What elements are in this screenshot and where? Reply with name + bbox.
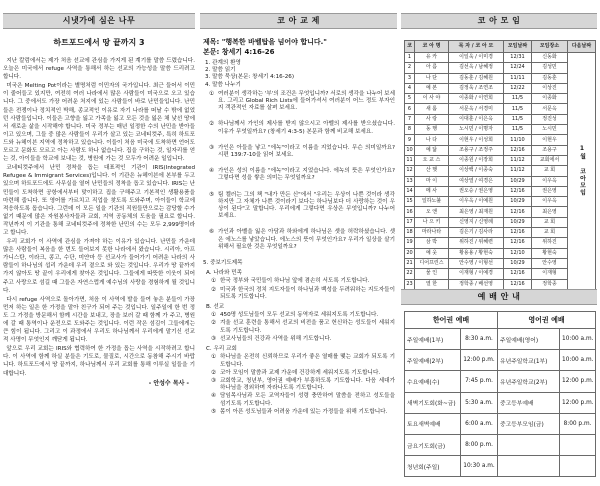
english-service-name: 주일예배(영어)	[498, 329, 560, 350]
worship-row	[405, 456, 596, 477]
coa-place-cell: 위하진	[532, 238, 568, 248]
question-number: ②	[209, 121, 215, 128]
worship-table-body	[405, 329, 596, 477]
coa-place-cell: 교 회	[532, 217, 568, 227]
essay-paragraph: 지난 칼럼에서는 제가 처음 선교에 관심을 가지게 된 계기를 말씀 드렸습니다. 오늘은 미국에서 refuge 사역을 통해서 하는 선교의 가능성을 말씀 드리려고 합니다.	[3, 58, 195, 81]
meeting-step: 2. 말씀 읽기	[205, 67, 236, 74]
english-service-time	[560, 456, 596, 477]
coa-row	[405, 104, 596, 114]
coa-no-cell: 7	[405, 114, 415, 124]
coa-leader-cell: 노시민 / 이명자	[449, 125, 504, 135]
coa-leader-cell: 최은영 / 최재원	[449, 207, 504, 217]
discussion-questions	[203, 91, 395, 251]
coa-date-cell: 12/22	[504, 83, 532, 93]
coa-date-cell: 12/16	[504, 269, 532, 279]
coa-place-cell: 이현우	[532, 135, 568, 145]
coa-leader-cell: 이대훈 / 이은옥	[449, 114, 504, 124]
english-service-name: 중고등부예배	[498, 392, 560, 413]
worship-header-row	[405, 312, 596, 329]
coa-leader-cell: 이우옥 / 이예원	[449, 197, 504, 207]
coa-date-cell: 12/31	[504, 53, 532, 63]
coa-date-cell: 12/24	[504, 63, 532, 73]
coa-place-cell: 이우옥	[532, 176, 568, 186]
korean-service-name: 금요기도회(금)	[405, 434, 461, 455]
prayer-text: 겨울 선교 훈련을 통해서 선교의 비전을 품고 헌신하는 성도들이 세워지도록 기도합니다.	[220, 320, 395, 334]
coa-leader-cell: 정학종 / 배선영	[449, 279, 504, 289]
korean-service-name: 주일예배(1부)	[405, 329, 461, 350]
korean-service-name: 토요새벽예배	[405, 413, 461, 434]
coa-date-cell: 12/10	[504, 248, 532, 258]
coa-leader-cell: 김동훈 / 김혜원	[449, 73, 504, 83]
korean-service-time: 8:30 a.m.	[461, 329, 498, 350]
coa-date-cell: 11/5	[504, 114, 532, 124]
coa-no-cell: 6	[405, 104, 415, 114]
korean-service-time: 5:30 a.m.	[461, 392, 498, 413]
worship-row	[405, 350, 596, 371]
worship-row	[405, 413, 596, 434]
prayer-item	[203, 278, 395, 285]
coa-row	[405, 53, 596, 63]
coa-header-cell: 코	[405, 41, 415, 53]
sermon-title: 제목: "행복한 바벨탑을 넘어야 합니다."	[203, 38, 327, 46]
worship-row	[405, 371, 596, 392]
coa-header-cell: 코 아 명	[415, 41, 449, 53]
prayer-item	[203, 393, 395, 407]
korean-service-time: 10:30 a.m.	[461, 456, 498, 477]
discussion-question	[209, 192, 395, 221]
coa-leader-cell: 안수영 / 이형선	[449, 258, 504, 268]
question-number: ④	[209, 168, 215, 175]
korean-service-time: 7:45 p.m.	[461, 371, 498, 392]
prayer-section-title: B. 선교	[206, 304, 225, 311]
essay-paragraph: 앞으로 우리 교회는 IRIS와 협력하여 한 가정을 돕는 사역을 시작하려고 합니다. 이 사역에 함께 하실 분들은 기도로, 물질로, 시간으로 동참해 주시기 바랍니다. 하트포드에서 땅 끝까지, 하나님께서 우리 교회를 통해 이루실 일들을 기대합니다.	[3, 346, 195, 377]
coa-no-cell: 22	[405, 269, 415, 279]
coa-row	[405, 94, 596, 104]
coa-no-cell: 2	[405, 63, 415, 73]
coa-name-cell: 메 사	[415, 186, 449, 196]
coa-row	[405, 125, 596, 135]
english-service-time: 10:00 a.m.	[560, 329, 596, 350]
coa-no-cell: 18	[405, 228, 415, 238]
coa-row	[405, 145, 596, 155]
coa-no-cell: 17	[405, 217, 415, 227]
next-meeting-note: 1월 코아모임	[568, 53, 596, 290]
coa-meetings-header: 코 아 모 임	[401, 13, 597, 29]
coa-name-cell: 예 본	[415, 83, 449, 93]
question-text: 여러분이 생각하는 '부'의 조건은 무엇입니까? 서로의 생각을 나누어 보세요. 그리고 Global Rich Lists에 들어가셔서 여러분이 어느 정도 부자인지 객관적인 자료를 살펴 보세요.	[218, 90, 395, 112]
coa-no-cell: 21	[405, 258, 415, 268]
coa-row	[405, 207, 596, 217]
coa-place-cell: 이우옥	[532, 197, 568, 207]
coa-no-cell: 8	[405, 125, 415, 135]
coa-leader-cell: 서문옥 / 서경미	[449, 104, 504, 114]
prayer-item	[203, 336, 395, 343]
worship-header: 예 배 안 내	[401, 289, 597, 305]
coa-row	[405, 269, 596, 279]
english-service-name	[498, 434, 560, 455]
prayer-item	[203, 312, 395, 319]
coa-name-cell: 이 사 야	[415, 94, 449, 104]
essay-body	[3, 57, 195, 482]
coa-name-cell: 사 랑	[415, 114, 449, 124]
coa-name-cell: 산 햇	[415, 166, 449, 176]
coa-row	[405, 186, 596, 196]
prayer-text: 한국 정부와 국민들이 하나님 앞에 겸손히 서도록 기도합니다.	[220, 278, 370, 285]
coa-place-cell: 권은영	[532, 186, 568, 196]
coa-name-cell: 삼 박	[415, 238, 449, 248]
coa-row	[405, 166, 596, 176]
prayer-section-title: C. 우리 교회	[206, 346, 237, 353]
coa-no-cell: 10	[405, 145, 415, 155]
coa-name-cell: 오 앤	[415, 207, 449, 217]
coa-date-cell: 12/16	[504, 145, 532, 155]
coa-leader-cell: 위하진 / 위혜련	[449, 238, 504, 248]
prayer-item	[203, 409, 395, 416]
coa-no-cell: 9	[405, 135, 415, 145]
coa-place-cell: 교회에서	[532, 155, 568, 165]
prayer-text: 코아 모임이 말씀과 교제 가운데 건강하게 세워지도록 기도합니다.	[220, 369, 381, 376]
essay-paragraph: 코네티컷주에서 난민 정착을 돕는 대표적인 기관이 IRIS(Integrated Refugee & Immigrant Services)입니다. 이 기관은 뉴헤이븐에 본부를 두고 있으며 하트포드에도 사무실을 열어 난민들의 정착을 돕고 있습니다. IRIS는 난민들이 도착하면 공항에서부터 맞이하고 집을 구해주고 기본적인 생활용품을 마련해 줍니다. 또 영어를 가르치고 직업을 찾도록 도와주며, 아이들이 학교에 적응하도록 돕습니다. 그런데 이 모든 일을 기관의 직원들만으로는 감당할 수가 없기 때문에 많은 자원봉사자들과 교회, 지역 공동체의 도움을 필요로 합니다. 작년까지 이 기관을 통해 코네티컷주에 정착한 난민의 수는 모두 2,999명이라고 합니다.	[3, 165, 195, 236]
coa-no-cell: 1	[405, 53, 415, 63]
prayer-text: 미국과 한국의 정치 지도자들이 하나님과 백성을 두려워하는 지도자들이 되도록 기도합니다.	[220, 286, 395, 300]
prayer-text: 선교사님들의 건강과 사역을 위해 기도합니다.	[220, 335, 332, 342]
coa-no-cell: 5	[405, 94, 415, 104]
prayer-item	[203, 354, 395, 368]
coa-date-cell: 12/16	[504, 228, 532, 238]
coa-date-cell: 12/16	[504, 238, 532, 248]
prayer-text: 담임목사님과 모든 교역자들이 성령 충만하여 말씀을 전하고 성도들을 섬기도록 기도합니다.	[220, 393, 395, 407]
coa-place-cell: 김성민	[532, 63, 568, 73]
discussion-question	[209, 229, 395, 251]
coa-name-cell: 예 웃	[415, 248, 449, 258]
prayer-number: ②	[211, 286, 217, 293]
discussion-question	[209, 145, 395, 159]
coa-row	[405, 63, 596, 73]
question-number: ⑥	[209, 229, 215, 236]
coa-place-cell: 정진성	[532, 114, 568, 124]
coa-leader-cell: 김정욱 / 조연조	[449, 83, 504, 93]
coa-place-cell: 이재형	[532, 269, 568, 279]
coa-date-cell: 12/16	[504, 207, 532, 217]
question-text: 하나님께서 가인의 제사를 받지 않으시고 아벨의 제사를 받으셨습니다. 이유가 무엇일까요? (창세기 4:3-5) 본문과 함께 비교해 보세요.	[218, 121, 395, 135]
prayer-number: ②	[211, 369, 217, 376]
coa-place-cell: 이종화	[532, 94, 568, 104]
coa-date-cell: 10/29	[504, 217, 532, 227]
scripture-reference: 본문: 창세기 4:16-26	[203, 47, 275, 56]
prayer-text: 몸이 아픈 성도님들과 어려움 가운데 있는 가정들을 위해 기도합니다.	[220, 408, 388, 415]
coa-header-cell: 모임장소	[532, 41, 568, 53]
coa-date-cell: 11/10	[504, 135, 532, 145]
question-text: 팀 켈러는 그의 책 "내가 만든 신"에서 "우리는 우상이 나쁜 것이라 생각하지만 그 자체가 나쁜 것이라기 보다는 하나님보다 더 사랑하는 것이 우상이 된다"고 말합니다. 우리에게 그렇다면 우상은 무엇입니까? 나누어 보세요.	[218, 191, 395, 220]
english-service-time	[560, 434, 596, 455]
english-service-name: 중고등부모임(금)	[498, 413, 560, 434]
english-service-time: 8:00 p.m.	[560, 413, 596, 434]
prayer-number: ③	[211, 377, 217, 384]
prayer-number: ①	[211, 354, 217, 361]
coa-no-cell: 12	[405, 166, 415, 176]
essay-paragraph: 우리 교회가 이 사역에 관심을 가져야 하는 이유가 있습니다. 난민들 가운데 많은 사람들이 복음을 한 번도 들어보지 못한 나라에서 왔습니다. 시리아, 아프가니스탄, 이라크, 콩고, 수단, 미얀마 등 선교사가 들어가기 어려운 나라의 사람들이 하나님의 섭리 가운데 우리 곁으로 와 있는 것입니다. 우리가 땅 끝까지 가지 않아도 땅 끝이 우리에게 찾아온 것입니다. 그들에게 따뜻한 이웃이 되어 주고 사랑으로 섬길 때 그들은 자연스럽게 예수님의 사랑을 경험하게 될 것입니다.	[3, 239, 195, 294]
coa-no-cell: 13	[405, 176, 415, 186]
korean-service-time: 8:00 p.m.	[461, 434, 498, 455]
essay-signature: - 안성수 목사 -	[148, 379, 189, 387]
coa-date-cell: 10/29	[504, 176, 532, 186]
coa-name-cell: 아 름	[415, 63, 449, 73]
coa-place-cell: 교 회	[532, 166, 568, 176]
meeting-step: 1. 관계의 환영	[205, 60, 241, 66]
meeting-steps	[203, 60, 395, 89]
coa-row	[405, 258, 596, 268]
coa-date-cell: 10/29	[504, 258, 532, 268]
coa-row	[405, 135, 596, 145]
english-service-name: 유년주일학교(2부)	[498, 371, 560, 392]
essay-header: 시냇가에 심은 나무	[3, 13, 195, 29]
coa-leader-cell: 이종원 / 이장희	[449, 155, 504, 165]
coa-leader-cell: 여상열 / 여경은	[449, 176, 504, 186]
coa-name-cell: 물 인	[415, 269, 449, 279]
coa-row	[405, 197, 596, 207]
coa-no-cell: 15	[405, 197, 415, 207]
coa-row	[405, 155, 596, 165]
coa-no-cell: 11	[405, 155, 415, 165]
coa-name-cell: 마 이	[415, 176, 449, 186]
coa-name-cell: 유 카	[415, 53, 449, 63]
coa-no-cell: 14	[405, 186, 415, 196]
prayer-number: ①	[211, 312, 217, 319]
english-service-name	[498, 456, 560, 477]
coa-place-cell: 김동훈	[532, 73, 568, 83]
coa-name-cell: 디어프린스	[415, 258, 449, 268]
coa-leader-cell: 황용용 / 황현숙	[449, 248, 504, 258]
coa-name-cell: 새 롬	[415, 104, 449, 114]
coa-date-cell: 10/29	[504, 197, 532, 207]
korean-service-time: 12:00 p.m.	[461, 350, 498, 371]
discussion-question	[209, 91, 395, 113]
essay-paragraph: 다시 refuge 사역으로 돌아가면, 처음 이 사역에 발을 들여 놓은 분들이 가장 먼저 하는 일은 한 가정을 맡아 친구가 되어 주는 것입니다. 일주일에 한 번 정도 그 가정을 방문해서 함께 시간을 보내고, 장을 보러 갈 때 함께 가 주고, 병원에 갈 때 통역이나 운전으로 도와주는 것입니다. 이런 작은 섬김이 그들에게는 큰 힘이 됩니다. 그리고 이 과정에서 우리도 하나님께서 우리에게 맡기신 선교적 사명이 무엇인지 깨닫게 됩니다.	[3, 296, 195, 344]
english-service-name: 유년주일학교(1부)	[498, 350, 560, 371]
coa-date-cell: 11/5	[504, 104, 532, 114]
coa-leader-cell: 이종화 / 이연희	[449, 94, 504, 104]
coa-place-cell: 서문옥	[532, 104, 568, 114]
meetings-column	[401, 0, 597, 486]
coa-row	[405, 176, 596, 186]
prayer-item	[203, 370, 395, 377]
coa-leader-cell: 이재형 / 이예경	[449, 269, 504, 279]
coa-date-cell: 11/12	[504, 155, 532, 165]
coa-leader-cell: 이현우 / 이성희	[449, 135, 504, 145]
coa-name-cell: 예 닮	[415, 145, 449, 155]
prayer-text: 450명 성도님들이 모두 선교의 동역자로 세워지도록 기도합니다.	[220, 312, 379, 319]
coa-name-cell: 동 행	[415, 125, 449, 135]
coa-table-body	[405, 53, 596, 290]
coa-meetings-table	[404, 40, 596, 290]
coa-place-cell: 이상진	[532, 83, 568, 93]
coa-leader-cell: 이상백 / 이종숙	[449, 166, 504, 176]
coa-row	[405, 217, 596, 227]
korean-service-name: 주일예배(2부)	[405, 350, 461, 371]
coa-header-cell: 다음날짜	[568, 41, 596, 53]
coa-row	[405, 73, 596, 83]
coa-place-cell: 노시민	[532, 125, 568, 135]
prayer-number: ①	[211, 278, 217, 285]
coa-leader-cell: 권오승 / 권은영	[449, 186, 504, 196]
coa-leader-cell: 김선옥 / 남혜정	[449, 63, 504, 73]
coa-name-cell: 열 한	[415, 279, 449, 289]
coa-place-cell: 교 회	[532, 228, 568, 238]
prayer-heading: 5. 중보기도제목	[203, 260, 243, 267]
korean-service-name: 새벽기도회(화~금)	[405, 392, 461, 413]
coa-header-row	[405, 41, 596, 53]
coa-row	[405, 248, 596, 258]
fellowship-header: 코 아 교 제	[200, 13, 397, 29]
coa-no-cell: 16	[405, 207, 415, 217]
prayer-section-title: A. 나라와 민족	[206, 270, 243, 277]
coa-header-cell: 모임날짜	[504, 41, 532, 53]
fellowship-body	[203, 38, 395, 482]
coa-row	[405, 228, 596, 238]
coa-name-cell: 나 단	[415, 73, 449, 83]
discussion-question	[209, 168, 395, 182]
coa-no-cell: 23	[405, 279, 415, 289]
prayer-number: ②	[211, 320, 217, 327]
worship-schedule-table	[404, 311, 596, 477]
korean-service-name: 수요예배(수)	[405, 371, 461, 392]
coa-no-cell: 3	[405, 73, 415, 83]
prayer-text: 교회학교, 청년부, 영어권 예배가 부흥하도록 기도합니다. 다음 세대가 하나님을 경외하며 자라나도록 기도합니다.	[220, 377, 395, 392]
question-text: 가인은 성의 이름을 "에녹"이라고 지었습니다. 에녹의 뜻은 무엇인가요? 그렇다면 성을 쌓은 의미는 무엇일까요?	[218, 168, 395, 182]
english-service-time: 10:00 a.m.	[560, 350, 596, 371]
worship-row	[405, 434, 596, 455]
prayer-item	[203, 287, 395, 301]
coa-date-cell: 12/16	[504, 186, 532, 196]
prayer-number: ③	[211, 335, 217, 342]
coa-name-cell: 마라나타	[415, 228, 449, 238]
coa-row	[405, 279, 596, 289]
essay-title: 하트포드에서 땅 끝까지 3	[53, 38, 145, 47]
coa-place-cell: 조용구	[532, 145, 568, 155]
coa-leader-cell: 이일욱 / 이미경	[449, 53, 504, 63]
prayer-item	[203, 378, 395, 392]
fellowship-column	[200, 0, 397, 486]
english-worship-heading: 영어권 예배	[498, 312, 596, 329]
english-service-time: 12:00 p.m.	[560, 371, 596, 392]
coa-name-cell: 나 으 키	[415, 217, 449, 227]
question-number: ⑤	[209, 191, 215, 198]
coa-no-cell: 20	[405, 248, 415, 258]
coa-date-cell: 11/12	[504, 166, 532, 176]
coa-date-cell: 11/11	[504, 73, 532, 83]
coa-row	[405, 238, 596, 248]
coa-place-cell: 황현숙	[532, 248, 568, 258]
coa-header-cell: 목 자 / 코 아 모	[449, 41, 504, 53]
prayer-number: ④	[211, 393, 217, 400]
coa-leader-cell: 김은기 / 김사라	[449, 228, 504, 238]
korean-worship-heading: 한어권 예배	[405, 312, 498, 329]
meeting-step: 3. 말씀 묵상(본문: 창세기 4:16-26)	[205, 74, 295, 81]
coa-date-cell: 12/16	[504, 279, 532, 289]
coa-name-cell: 나 다	[415, 135, 449, 145]
essay-column	[3, 0, 195, 486]
worship-row	[405, 392, 596, 413]
question-number: ③	[209, 144, 215, 151]
coa-place-cell: 신동화	[532, 53, 568, 63]
coa-leader-cell: 조용구 / 조정주	[449, 145, 504, 155]
coa-date-cell: 11/5	[504, 125, 532, 135]
question-number: ①	[209, 90, 215, 97]
question-text: 가인과 아벨을 잃은 아담과 하와에게 하나님은 셋을 허락하셨습니다. 셋은 에노스를 낳았습니다. 에노스의 뜻이 무엇인가요? 우리가 일상을 살기 위해서 필요한 것은 무엇일까요?	[218, 229, 395, 250]
korean-service-time: 6:00 a.m.	[461, 413, 498, 434]
coa-row	[405, 83, 596, 93]
prayer-text: 하나님을 온전히 신뢰하므로 우리가 좋은 열매를 맺는 교회가 되도록 기도합니다.	[220, 354, 395, 368]
korean-service-name: 청년회(주일)	[405, 456, 461, 477]
worship-row	[405, 329, 596, 350]
coa-no-cell: 4	[405, 83, 415, 93]
prayer-number: ⑤	[211, 408, 217, 415]
coa-no-cell: 19	[405, 238, 415, 248]
essay-paragraph: 미국은 Melting Pot이라는 별명처럼 이민자의 국가입니다. 최근 들어서 이민이 줄어들고 있지만, 여전히 여러 나라에서 많은 사람들이 미국으로 오고 있습니다. 그 중에서도 가장 어려운 처지에 있는 사람들이 바로 난민들입니다. 난민들은 전쟁이나 정치적인 박해, 종교적인 이유로 자기 나라를 떠날 수 밖에 없었던 사람들입니다. 이들은 고향을 잃고 가족을 잃고 모든 것을 잃은 채 낯선 땅에서 새로운 삶을 시작해야 합니다. 미국 정부는 매년 일정한 수의 난민을 받아들이고 있으며, 그들 중 많은 사람들이 우리가 살고 있는 코네티컷주, 특히 하트포드와 뉴헤이븐 지역에 정착하고 있습니다. 이들이 처음 미국에 도착하면 언어도 모르고 문화도 모르고 아는 사람도 하나 없습니다. 집을 구하는 것, 일자리를 얻는 것, 아이들을 학교에 보내는 것, 병원에 가는 것 모두가 어려운 일입니다.	[3, 83, 195, 163]
prayer-item	[203, 320, 395, 334]
coa-leader-cell: 신영지 / 신영례	[449, 217, 504, 227]
coa-place-cell: 정학종	[532, 279, 568, 289]
coa-place-cell: 최은영	[532, 207, 568, 217]
english-service-time: 12:00 p.m.	[560, 392, 596, 413]
coa-name-cell: 오 교 스	[415, 155, 449, 165]
coa-place-cell: 안수영	[532, 258, 568, 268]
coa-row	[405, 114, 596, 124]
question-text: 가인은 아들을 낳고 "에녹"이라고 이름을 지었습니다. 무슨 의미일까요? 시편 139:7-10을 읽어 보세요.	[218, 144, 395, 159]
discussion-question	[209, 121, 395, 135]
meeting-step: 4. 말씀 나누기	[205, 81, 241, 88]
coa-date-cell: 11/5	[504, 94, 532, 104]
coa-name-cell: 일하노불	[415, 197, 449, 207]
